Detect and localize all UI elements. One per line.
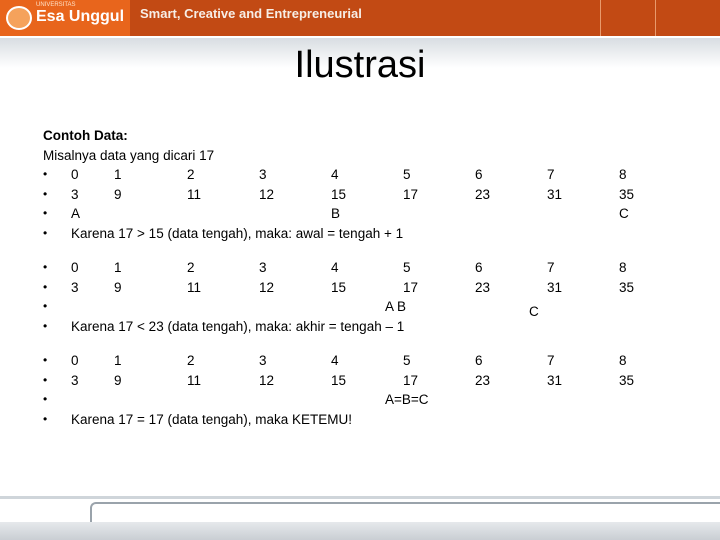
marker-b: B xyxy=(331,206,341,221)
university-logo-icon xyxy=(6,6,32,30)
value-cell: 3 xyxy=(71,186,79,202)
index-cell: 2 xyxy=(187,260,195,275)
index-cell: 0 xyxy=(71,167,79,182)
value-cell: 35 xyxy=(619,186,635,202)
header-bar xyxy=(0,0,720,36)
value-cell: 12 xyxy=(259,186,275,202)
logo-sup: UNIVERSITAS xyxy=(36,2,76,8)
bullet: • xyxy=(43,279,48,294)
bullet: • xyxy=(43,353,48,367)
slide-content xyxy=(43,126,703,429)
bullet: • xyxy=(43,260,48,274)
index-cell: 3 xyxy=(259,260,267,275)
bullet: • xyxy=(43,206,48,220)
marker-abc: A=B=C xyxy=(385,392,429,407)
example-block-3 xyxy=(43,351,703,429)
index-cell: 5 xyxy=(403,167,411,182)
value-cell: 15 xyxy=(331,372,347,388)
value-cell: 23 xyxy=(475,372,491,388)
value-row xyxy=(43,278,703,298)
value-cell: 15 xyxy=(331,186,347,202)
note: Karena 17 < 23 (data tengah), maka: akhir = tengah – 1 xyxy=(71,318,405,334)
value-cell: 12 xyxy=(259,372,275,388)
bullet: • xyxy=(43,225,48,240)
index-cell: 6 xyxy=(475,353,483,368)
index-row xyxy=(43,351,703,371)
bullet: • xyxy=(43,186,48,201)
index-row xyxy=(43,258,703,278)
marker-row xyxy=(43,297,703,317)
heading: Contoh Data: xyxy=(43,128,128,143)
value-cell: 9 xyxy=(114,186,122,202)
index-cell: 6 xyxy=(475,167,483,182)
value-cell: 35 xyxy=(619,279,635,295)
value-row xyxy=(43,371,703,391)
index-cell: 0 xyxy=(71,260,79,275)
marker-ab: A B xyxy=(385,299,407,314)
value-cell: 12 xyxy=(259,279,275,295)
example-block-1 xyxy=(43,165,703,243)
value-cell: 3 xyxy=(71,279,79,295)
note-row xyxy=(43,224,703,244)
index-cell: 3 xyxy=(259,167,267,182)
index-cell: 5 xyxy=(403,353,411,368)
header-divider xyxy=(600,0,656,36)
index-cell: 0 xyxy=(71,353,79,368)
index-cell: 8 xyxy=(619,260,627,275)
logo-text: Esa Unggul xyxy=(36,8,125,25)
index-cell: 4 xyxy=(331,353,339,368)
bullet: • xyxy=(43,299,48,313)
marker-row xyxy=(43,390,703,410)
value-cell: 23 xyxy=(475,186,491,202)
value-cell: 31 xyxy=(547,279,563,295)
value-cell: 35 xyxy=(619,372,635,388)
index-cell: 8 xyxy=(619,167,627,182)
value-cell: 15 xyxy=(331,279,347,295)
index-cell: 2 xyxy=(187,167,195,182)
marker-a: A xyxy=(71,206,81,221)
value-cell: 23 xyxy=(475,279,491,295)
marker-c: C xyxy=(529,304,539,319)
value-cell: 11 xyxy=(187,186,202,202)
value-cell: 31 xyxy=(547,186,563,202)
marker-row xyxy=(43,204,703,224)
footer-decoration xyxy=(0,496,720,540)
index-cell: 7 xyxy=(547,353,555,368)
example-block-2 xyxy=(43,258,703,336)
index-row xyxy=(43,165,703,185)
note-row xyxy=(43,410,703,430)
slide-title: Ilustrasi xyxy=(294,44,426,86)
value-cell: 11 xyxy=(187,279,202,295)
note: Karena 17 > 15 (data tengah), maka: awal = tengah + 1 xyxy=(71,225,404,241)
value-cell: 17 xyxy=(403,372,419,388)
index-cell: 8 xyxy=(619,353,627,368)
index-cell: 4 xyxy=(331,167,339,182)
bullet: • xyxy=(43,411,48,426)
bullet: • xyxy=(43,372,48,387)
index-cell: 6 xyxy=(475,260,483,275)
note: Karena 17 = 17 (data tengah), maka KETEMU! xyxy=(71,411,353,427)
logo xyxy=(0,0,130,36)
index-cell: 1 xyxy=(114,167,122,182)
value-cell: 17 xyxy=(403,186,419,202)
value-cell: 9 xyxy=(114,279,122,295)
index-cell: 7 xyxy=(547,260,555,275)
index-cell: 4 xyxy=(331,260,339,275)
value-cell: 31 xyxy=(547,372,563,388)
value-cell: 3 xyxy=(71,372,79,388)
value-cell: 11 xyxy=(187,372,202,388)
bullet: • xyxy=(43,167,48,181)
tagline: Smart, Creative and Entrepreneurial xyxy=(140,6,362,21)
index-cell: 1 xyxy=(114,353,122,368)
index-cell: 1 xyxy=(114,260,122,275)
index-cell: 2 xyxy=(187,353,195,368)
intro: Misalnya data yang dicari 17 xyxy=(43,147,215,163)
bullet: • xyxy=(43,318,48,333)
marker-c: C xyxy=(619,206,629,221)
value-cell: 17 xyxy=(403,279,419,295)
value-row xyxy=(43,185,703,205)
index-cell: 5 xyxy=(403,260,411,275)
bullet: • xyxy=(43,392,48,406)
index-cell: 7 xyxy=(547,167,555,182)
note-row xyxy=(43,317,703,337)
index-cell: 3 xyxy=(259,353,267,368)
value-cell: 9 xyxy=(114,372,122,388)
